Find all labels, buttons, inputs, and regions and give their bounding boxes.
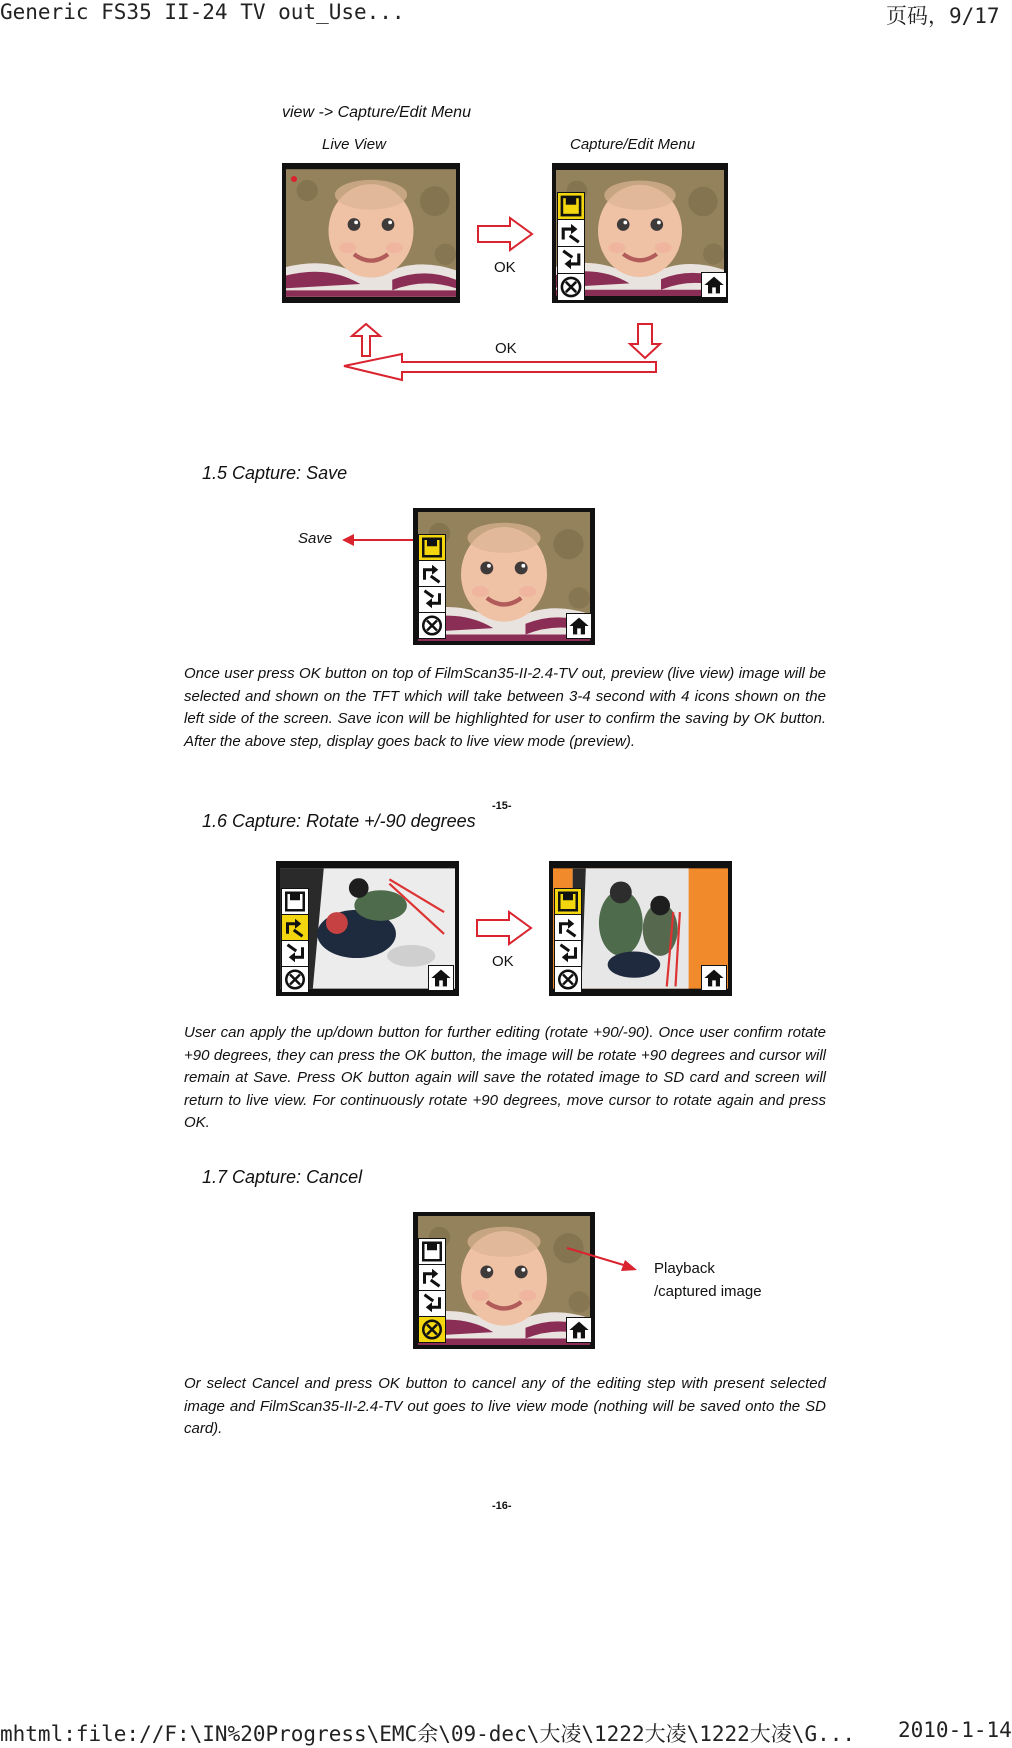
rotate-left-icon[interactable] <box>418 586 446 613</box>
page-number-16: -16- <box>492 1500 512 1512</box>
save-callout-label: Save <box>298 530 333 547</box>
section-1-6-paragraph: User can apply the up/down button for further editing (rotate +90/-90). Once user confirm rotate +90 degrees, they can press the OK button, the image will be rotate +90 degrees and cursor will remain at Save. Press OK button again will save the rotated image to SD card and screen will return to live view. For continuously rotate +90 degrees, move cursor to rotate again and press OK. <box>184 1024 826 1132</box>
ok-label-rotate: OK <box>492 953 514 970</box>
rotate-right-icon[interactable] <box>281 914 309 941</box>
home-icon[interactable] <box>701 965 727 991</box>
section-1-7-paragraph: Or select Cancel and press OK button to cancel any of the editing step with present selected image and FilmScan35-II-2.4-TV out goes to live view mode (nothing will be saved onto the SD card). <box>184 1375 826 1438</box>
home-icon[interactable] <box>701 272 727 298</box>
rotate-right-icon[interactable] <box>418 560 446 587</box>
playback-label-line-2: /captured image <box>654 1283 762 1300</box>
rotate-right-icon[interactable] <box>554 914 582 941</box>
cancel-icon[interactable] <box>418 1316 446 1343</box>
section-1-5-paragraph: Once user press OK button on top of FilmScan35-II-2.4-TV out, preview (live view) image will be selected and shown on the TFT which will take between 3-4 second with 4 icons shown on the left side of the screen. Save icon will be highlighted for user to confirm the saving by OK button. After the above step, display goes back to live view mode (preview). <box>184 665 826 750</box>
home-icon[interactable] <box>566 1317 592 1343</box>
ok-label-bottom: OK <box>495 340 517 357</box>
page-number-15: -15- <box>492 800 512 812</box>
home-icon[interactable] <box>566 613 592 639</box>
capture-menu-label: Capture/Edit Menu <box>570 136 696 153</box>
live-view-screen <box>282 163 460 303</box>
section-1-5-heading: 1.5 Capture: Save <box>202 463 348 483</box>
save-icon[interactable] <box>554 888 582 915</box>
rotate-left-icon[interactable] <box>418 1290 446 1317</box>
cancel-icon[interactable] <box>557 273 585 301</box>
header-page-indicator: 页码，9/17 <box>886 4 1000 28</box>
rotate-left-icon[interactable] <box>557 246 585 274</box>
playback-label-line-1: Playback <box>654 1260 715 1277</box>
save-icon[interactable] <box>281 888 309 915</box>
diagram-caption: view -> Capture/Edit Menu <box>282 104 471 121</box>
save-icon[interactable] <box>418 534 446 561</box>
rotate-left-icon[interactable] <box>554 940 582 967</box>
cancel-icon[interactable] <box>418 612 446 639</box>
rotate-right-icon[interactable] <box>557 219 585 247</box>
cancel-icon[interactable] <box>281 966 309 993</box>
footer-file-path: mhtml:file://F:\IN%20Progress\EMC余\09-dec\大凌\1222大凌\1222大凌\G... <box>0 1722 856 1746</box>
save-pointer-arrow <box>340 533 424 547</box>
footer-date: 2010-1-14 <box>898 1718 1012 1742</box>
ok-label-right: OK <box>494 259 516 276</box>
playback-pointer-arrow <box>565 1246 645 1276</box>
arrow-right-icon <box>476 216 536 256</box>
record-dot-icon <box>291 176 297 182</box>
header-document-title: Generic FS35 II-24 TV out_Use... <box>0 0 405 24</box>
section-1-7-heading: 1.7 Capture: Cancel <box>202 1167 363 1187</box>
arrow-return-icon <box>342 322 682 392</box>
save-icon[interactable] <box>418 1238 446 1265</box>
arrow-right-icon <box>475 910 535 950</box>
baby-photo <box>286 167 456 299</box>
cancel-icon[interactable] <box>554 966 582 993</box>
rotate-right-icon[interactable] <box>418 1264 446 1291</box>
rotate-left-icon[interactable] <box>281 940 309 967</box>
section-1-6-heading: 1.6 Capture: Rotate +/-90 degrees <box>202 811 476 831</box>
live-view-label: Live View <box>322 136 386 153</box>
home-icon[interactable] <box>428 965 454 991</box>
save-icon[interactable] <box>557 192 585 220</box>
